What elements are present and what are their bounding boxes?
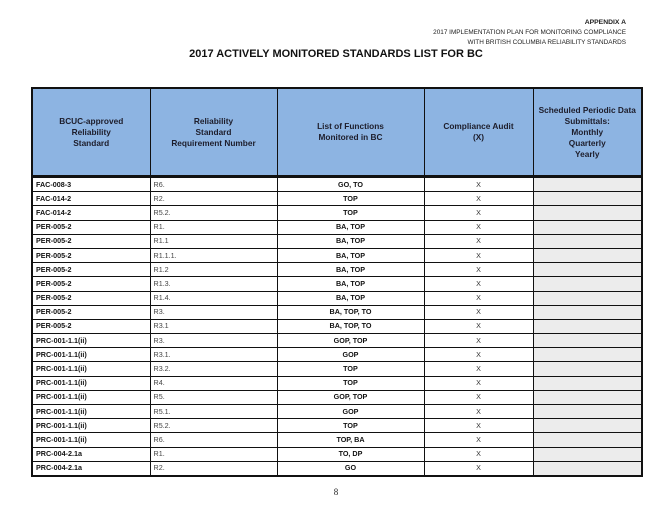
periodic-data-cell [533, 234, 642, 248]
periodic-data-cell [533, 348, 642, 362]
standard-cell: PER-005-2 [32, 305, 150, 319]
standard-cell: FAC-014-2 [32, 206, 150, 220]
functions-cell: BA, TOP, TO [277, 305, 424, 319]
audit-cell: X [424, 206, 533, 220]
header-line: Monthly [571, 126, 604, 137]
header-line: Quarterly [568, 137, 606, 148]
audit-cell: X [424, 348, 533, 362]
table-row [32, 206, 642, 220]
header-line: Compliance Audit [443, 121, 514, 131]
standard-cell: PER-005-2 [32, 319, 150, 333]
plan-title-line: 2017 IMPLEMENTATION PLAN FOR MONITORING COMPLIANCE [433, 29, 626, 36]
audit-cell: X [424, 291, 533, 305]
functions-cell: BA, TOP [277, 291, 424, 305]
requirement-cell: R5.1. [150, 405, 277, 419]
requirement-cell: R6. [150, 433, 277, 447]
periodic-data-cell [533, 263, 642, 277]
functions-cell: BA, TOP, TO [277, 319, 424, 333]
standards-table [31, 87, 643, 477]
requirement-cell: R1. [150, 447, 277, 461]
functions-cell: GOP, TOP [277, 390, 424, 404]
column-header-standard [32, 88, 150, 177]
plan-subtitle-line: WITH BRITISH COLUMBIA RELIABILITY STANDARDS [467, 39, 626, 46]
standard-cell: FAC-008-3 [32, 177, 150, 192]
header-line: Standard [73, 137, 110, 148]
audit-cell: X [424, 192, 533, 206]
column-header-requirement [150, 88, 277, 177]
appendix-label: APPENDIX A [584, 19, 626, 26]
audit-cell: X [424, 405, 533, 419]
periodic-data-cell [533, 376, 642, 390]
standard-cell: PER-005-2 [32, 291, 150, 305]
requirement-cell: R1.4. [150, 291, 277, 305]
table-row [32, 362, 642, 376]
header-line: List of Functions [317, 121, 384, 131]
table-row [32, 305, 642, 319]
audit-cell: X [424, 234, 533, 248]
requirement-cell: R1.1.1. [150, 248, 277, 262]
periodic-data-cell [533, 220, 642, 234]
requirement-cell: R3. [150, 305, 277, 319]
header-line: Scheduled Periodic Data [538, 104, 636, 115]
header-line: Reliability [193, 115, 234, 126]
requirement-cell: R5. [150, 390, 277, 404]
requirement-cell: R6. [150, 177, 277, 192]
table-row [32, 220, 642, 234]
functions-cell: BA, TOP [277, 234, 424, 248]
standard-cell: PRC-001-1.1(ii) [32, 376, 150, 390]
periodic-data-cell [533, 305, 642, 319]
table-row [32, 461, 642, 476]
periodic-data-cell [533, 291, 642, 305]
audit-cell: X [424, 263, 533, 277]
requirement-cell: R1.3. [150, 277, 277, 291]
table-row [32, 348, 642, 362]
header-line: BCUC-approved [59, 115, 124, 126]
standard-cell: PRC-001-1.1(ii) [32, 390, 150, 404]
standard-cell: PER-005-2 [32, 263, 150, 277]
table-row [32, 177, 642, 192]
functions-cell: TOP, BA [277, 433, 424, 447]
audit-cell: X [424, 376, 533, 390]
functions-cell: BA, TOP [277, 263, 424, 277]
header-line: Reliability [71, 126, 111, 137]
functions-cell: TOP [277, 206, 424, 220]
audit-cell: X [424, 362, 533, 376]
audit-cell: X [424, 305, 533, 319]
periodic-data-cell [533, 206, 642, 220]
table-header-row [32, 88, 642, 177]
header-line: Submittals: [564, 115, 610, 126]
table-row [32, 319, 642, 333]
audit-cell: X [424, 319, 533, 333]
audit-cell: X [424, 390, 533, 404]
audit-cell: X [424, 461, 533, 476]
header-line: Requirement Number [171, 137, 256, 148]
standard-cell: PER-005-2 [32, 234, 150, 248]
periodic-data-cell [533, 447, 642, 461]
table-row [32, 419, 642, 433]
functions-cell: TO, DP [277, 447, 424, 461]
header-line: Standard [195, 126, 232, 137]
periodic-data-cell [533, 248, 642, 262]
functions-cell: TOP [277, 362, 424, 376]
table-row [32, 291, 642, 305]
requirement-cell: R1. [150, 220, 277, 234]
standard-cell: PRC-004-2.1a [32, 461, 150, 476]
functions-cell: GOP, TOP [277, 334, 424, 348]
standard-cell: PRC-001-1.1(ii) [32, 419, 150, 433]
header-line: Yearly [575, 148, 600, 159]
column-header-compliance-audit [424, 88, 533, 177]
standard-cell: PER-005-2 [32, 248, 150, 262]
standard-cell: PRC-001-1.1(ii) [32, 348, 150, 362]
document-header [433, 18, 626, 48]
periodic-data-cell [533, 405, 642, 419]
audit-cell: X [424, 334, 533, 348]
column-header-functions [277, 88, 424, 177]
audit-cell: X [424, 447, 533, 461]
functions-cell: GO [277, 461, 424, 476]
table-row [32, 277, 642, 291]
column-header-periodic-data [533, 88, 642, 177]
table-row [32, 447, 642, 461]
functions-cell: BA, TOP [277, 277, 424, 291]
table-row [32, 433, 642, 447]
requirement-cell: R1.1 [150, 234, 277, 248]
requirement-cell: R2. [150, 192, 277, 206]
requirement-cell: R2. [150, 461, 277, 476]
functions-cell: BA, TOP [277, 248, 424, 262]
periodic-data-cell [533, 277, 642, 291]
table-row [32, 390, 642, 404]
requirement-cell: R3.1 [150, 319, 277, 333]
requirement-cell: R5.2. [150, 419, 277, 433]
requirement-cell: R3. [150, 334, 277, 348]
table-row [32, 263, 642, 277]
requirement-cell: R3.2. [150, 362, 277, 376]
periodic-data-cell [533, 334, 642, 348]
periodic-data-cell [533, 192, 642, 206]
periodic-data-cell [533, 177, 642, 192]
page-number: 8 [333, 487, 339, 497]
functions-cell: GOP [277, 348, 424, 362]
header-line: (X) [472, 132, 485, 142]
periodic-data-cell [533, 390, 642, 404]
table-row [32, 334, 642, 348]
standard-cell: PRC-004-2.1a [32, 447, 150, 461]
audit-cell: X [424, 220, 533, 234]
periodic-data-cell [533, 419, 642, 433]
requirement-cell: R5.2. [150, 206, 277, 220]
functions-cell: TOP [277, 419, 424, 433]
standard-cell: PRC-001-1.1(ii) [32, 405, 150, 419]
functions-cell: GO, TO [277, 177, 424, 192]
requirement-cell: R3.1. [150, 348, 277, 362]
standard-cell: FAC-014-2 [32, 192, 150, 206]
header-line: Monitored in BC [318, 132, 383, 142]
periodic-data-cell [533, 362, 642, 376]
audit-cell: X [424, 419, 533, 433]
functions-cell: TOP [277, 192, 424, 206]
periodic-data-cell [533, 461, 642, 476]
requirement-cell: R4. [150, 376, 277, 390]
table-row [32, 376, 642, 390]
standard-cell: PER-005-2 [32, 220, 150, 234]
table-row [32, 234, 642, 248]
periodic-data-cell [533, 319, 642, 333]
table-row [32, 248, 642, 262]
audit-cell: X [424, 277, 533, 291]
audit-cell: X [424, 248, 533, 262]
audit-cell: X [424, 177, 533, 192]
table-row [32, 405, 642, 419]
standard-cell: PRC-001-1.1(ii) [32, 362, 150, 376]
functions-cell: BA, TOP [277, 220, 424, 234]
functions-cell: TOP [277, 376, 424, 390]
page-title: 2017 ACTIVELY MONITORED STANDARDS LIST FOR BC [189, 48, 483, 60]
audit-cell: X [424, 433, 533, 447]
functions-cell: GOP [277, 405, 424, 419]
table-row [32, 192, 642, 206]
periodic-data-cell [533, 433, 642, 447]
standard-cell: PER-005-2 [32, 277, 150, 291]
standard-cell: PRC-001-1.1(ii) [32, 433, 150, 447]
requirement-cell: R1.2 [150, 263, 277, 277]
standard-cell: PRC-001-1.1(ii) [32, 334, 150, 348]
